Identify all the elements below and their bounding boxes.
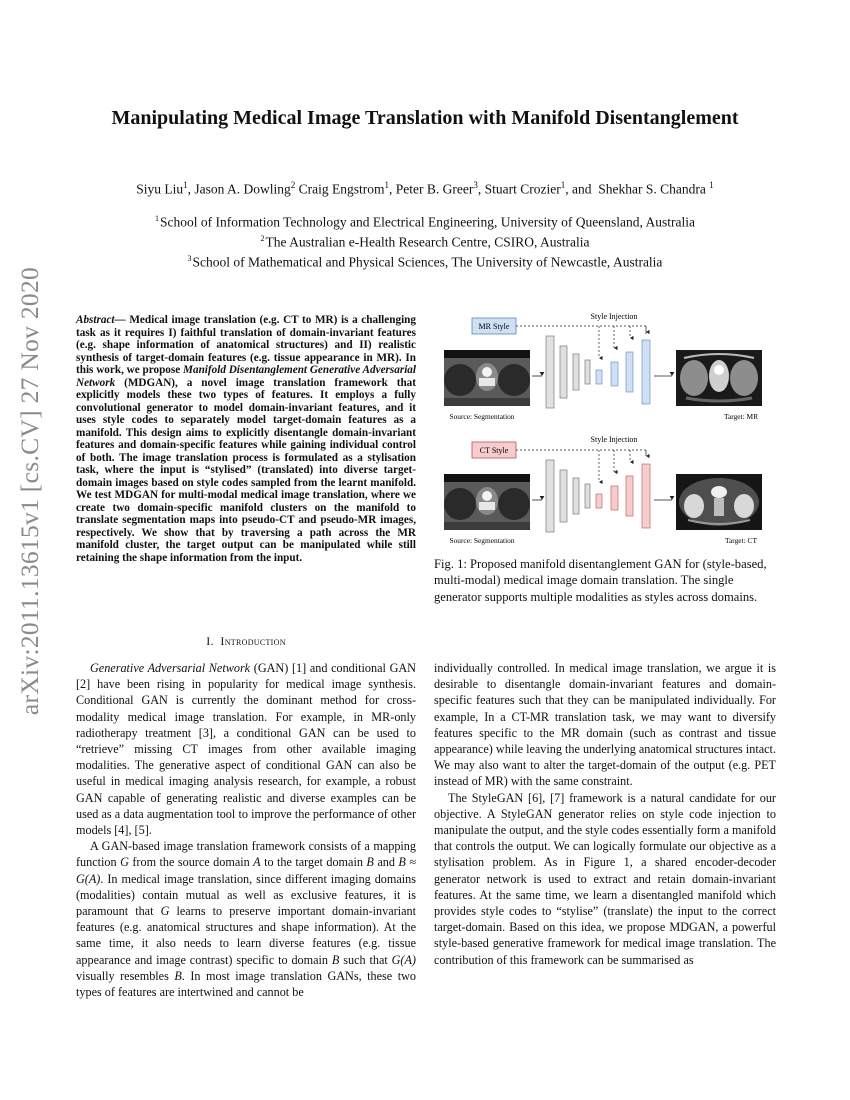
style-injection-arrow bbox=[516, 450, 646, 456]
arxiv-stamp: arXiv:2011.13615v1 [cs.CV] 27 Nov 2020 bbox=[15, 266, 44, 715]
source-label: Source: Segmentation bbox=[449, 412, 515, 421]
abstract: Abstract— Medical image translation (e.g. CT to MR) is a challenging task as it requires I) faithful translation of domain-invariant features (e.g. shape information of anatomical structures) and II) realistic synthesis of target-domain features (e.g. tissue appearance in MR). In this work, we propose Manifold Disentanglement Generative Adversarial Network (MDGAN), a novel image translation framework that explicitly models these two types of features. It employs a fully convolutional generator to model domain-invariant features, and it uses style codes to separately model target-domain features as a manifold. This design aims to explicitly disentangle domain-invariant features and domain-specific features while gaining individual control of both. The image translation process is formulated as a stylisation task, where the input is “stylised” (translated) into diverse target-domain images based on style codes sampled from the learnt manifold. We test MDGAN for multi-modal medical image translation, where we create two domain-specific manifold clusters on the manifold to translate segmentation maps into pseudo-CT and pseudo-MR images, respectively. We show that by traversing a path across the MR manifold cluster, the target output can be manipulated while still retaining the shape information from the input. bbox=[76, 314, 417, 564]
intro-left-column bbox=[76, 660, 416, 1000]
target-ct-image bbox=[676, 474, 762, 530]
paragraph: individually controlled. In medical image translation, we argue it is desirable to disentangle domain-invariant features and domain-specific features such that they can be manipulated individually. For example, In a CT-MR translation task, we may want to diversify features specific to the MR domain (such as contrast and tissue appearance) while leaving the underlying anatomical structures intact. We may also want to alter the target-domain of the output (e.g. PET instead of MR) with the same constraint. bbox=[434, 661, 776, 789]
generator-blocks-mr bbox=[546, 336, 590, 408]
ct-style-label: CT Style bbox=[479, 446, 509, 455]
source-segmentation-image-mr bbox=[444, 350, 530, 406]
author: Peter B. Greer bbox=[395, 181, 474, 197]
target-mr-image bbox=[676, 350, 762, 406]
decoder-blocks-mr bbox=[596, 340, 650, 404]
source-label: Source: Segmentation bbox=[449, 536, 515, 545]
target-ct-label: Target: CT bbox=[725, 536, 757, 545]
affiliation: $^3$School of Mathematical and Physical Sciences, The University of Newcastle, Australia bbox=[187, 254, 663, 270]
figure-1 bbox=[436, 306, 776, 552]
method-name: Manifold Disentanglement Generative Adversarial Network bbox=[76, 364, 417, 389]
author: Shekhar S. Chandra bbox=[598, 181, 706, 197]
author: Stuart Crozier bbox=[484, 181, 561, 197]
generator-blocks-ct bbox=[546, 460, 590, 532]
section-heading: I. Introduction bbox=[206, 634, 286, 648]
paragraph: A GAN-based image translation framework consists of a mapping function G from the source domain A to the target domain B and B ≈ G(A). In medical image translation, since different imaging domains (modalities) contain mutual as well as exclusive features, it is paramount that G learns to preserve important domain-invariant features (e.g. anatomical structures and shape information). At the same time, it also needs to learn diverse features (e.g. tissue appearance and image contrast) specific to domain B such that G(A) visually resembles B. In most image translation GANs, these two types of features are intertwined and cannot be bbox=[76, 839, 416, 1000]
intro-right-column bbox=[434, 660, 776, 968]
decoder-blocks-ct bbox=[596, 464, 650, 528]
paragraph: Generative Adversarial Network (GAN) [1] and conditional GAN [2] have been rising in popularity for medical image synthesis. Conditional GAN is currently the dominant method for cross-modality medical image translation. For example, in MR-only radiotherapy treatment [3], a conditional GAN can be used to “retrieve” missing CT images from other available imaging modalities. The generative aspect of conditional GAN can also be useful in medical imaging analysis research, for example, a robust GAN capable of generating realistic and diverse examples can be used as a data augmentation tool to improve the performance of other models [4], [5]. bbox=[76, 661, 416, 838]
target-mr-label: Target: MR bbox=[723, 412, 759, 421]
affiliation: $^1$School of Information Technology and Electrical Engineering, University of Queensland, Australia bbox=[155, 214, 695, 230]
style-injection-label: Style Injection bbox=[590, 435, 638, 444]
paragraph: The StyleGAN [6], [7] framework is a natural candidate for our objective. A StyleGAN generator relies on style code injection to manipulate the output, and the style codes essentially form a manifold that controls the output. We can logically formulate our objective as a stylisation problem. As in Figure 1, a shared encoder-decoder generator network is used to extract and retain domain-invariant features. At the same time, we learn a disentangled manifold which provides style codes to “stylise” (translate) the input to the correct target-domain. Based on this idea, we propose MDGAN, a powerful style-based generative framework for medical image translation. The contribution of this framework can be summarised as bbox=[434, 790, 776, 967]
source-segmentation-image-ct bbox=[444, 474, 530, 530]
mr-style-label: MR Style bbox=[478, 322, 510, 331]
paper-title: Manipulating Medical Image Translation with Manifold Disentanglement bbox=[111, 107, 739, 129]
author: Jason A. Dowling bbox=[194, 181, 291, 197]
author-list: Siyu Liu$^1$, Jason A. Dowling$^2$ Craig Engstrom$^1$, Peter B. Greer$^3$, Stuart Crozier$^1$, and Shekhar S. Chandra $^1$ bbox=[136, 180, 714, 197]
figure-caption: Fig. 1: Proposed manifold disentanglement GAN for (style-based, multi-modal) medical image domain translation. The single generator supports multiple modalities as styles across domains. bbox=[434, 557, 767, 604]
abstract-label: Abstract— bbox=[76, 314, 126, 326]
author: Craig Engstrom bbox=[298, 181, 385, 197]
style-injection-arrow bbox=[516, 326, 646, 336]
author: Siyu Liu bbox=[136, 181, 184, 197]
style-injection-label: Style Injection bbox=[590, 312, 638, 321]
affiliation: $^2$The Australian e-Health Research Centre, CSIRO, Australia bbox=[260, 234, 590, 250]
